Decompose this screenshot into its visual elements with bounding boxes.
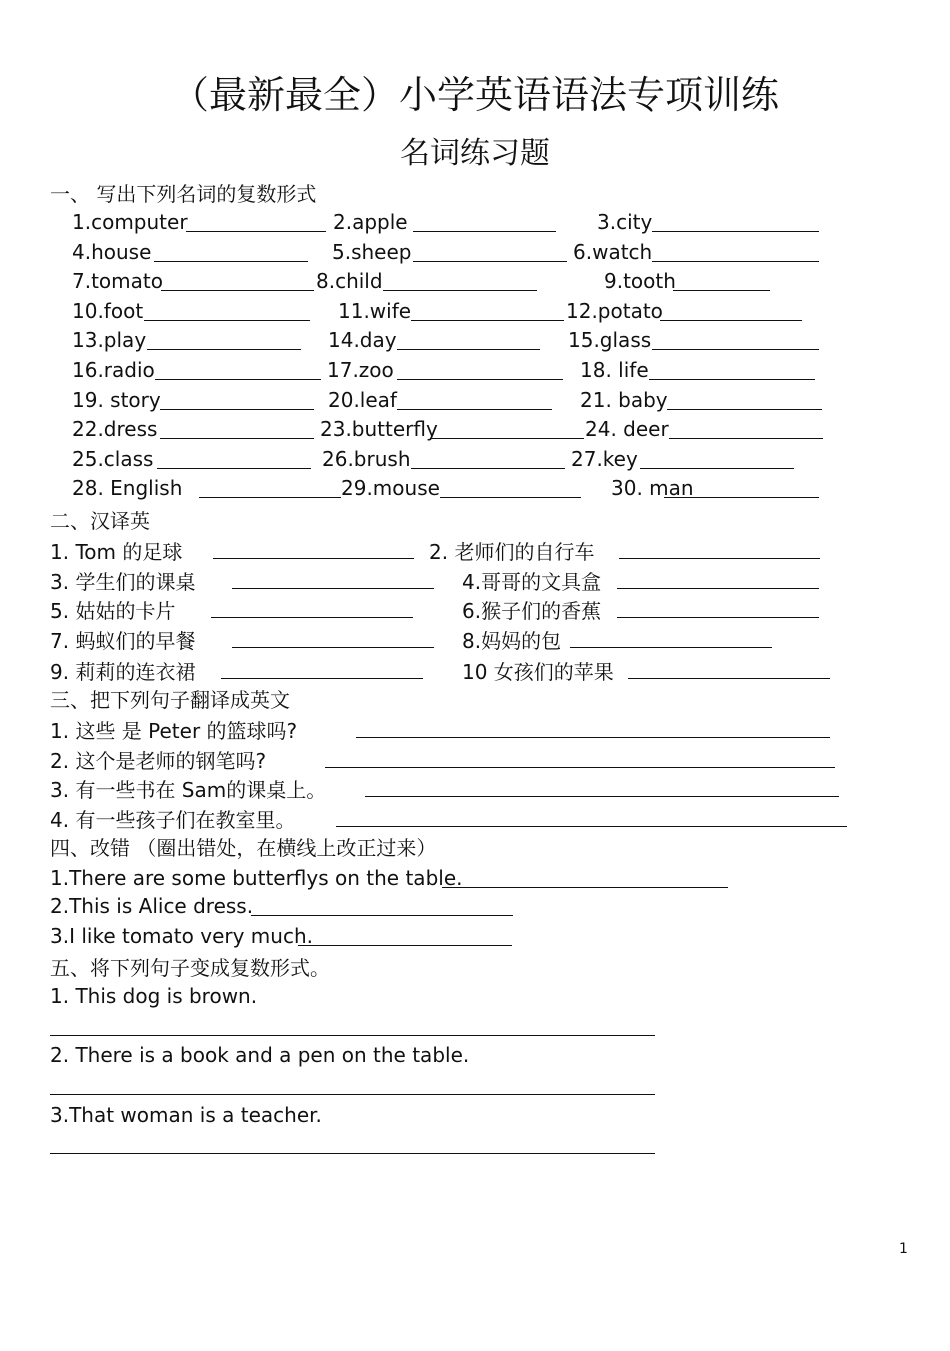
plural-item-label: 27.key: [571, 446, 638, 471]
plural-answer-blank[interactable]: [411, 320, 564, 321]
plural-answer-blank[interactable]: [199, 497, 341, 498]
section-3-heading: 三、把下列句子翻译成英文: [50, 688, 290, 712]
plural-item-label: 14.day: [328, 328, 397, 353]
plural-item-label: 22.dress: [72, 417, 158, 442]
plural-item-label: 30. man: [611, 476, 694, 501]
plural-item-label: 29.mouse: [341, 476, 440, 501]
plural-item-label: 21. baby: [580, 387, 668, 412]
translate-answer-blank[interactable]: [232, 647, 434, 648]
translate-item-label: 8.妈妈的包: [462, 629, 562, 653]
correction-answer-blank[interactable]: [442, 887, 728, 888]
plural-answer-blank[interactable]: [147, 349, 301, 350]
sentence-translate-label: 2. 这个是老师的钢笔吗?: [50, 749, 267, 773]
plural-item-label: 4.house: [72, 239, 152, 264]
plural-item-label: 11.wife: [338, 298, 412, 323]
plural-answer-blank[interactable]: [144, 320, 310, 321]
plural-item-label: 7.tomato: [72, 269, 163, 294]
translate-item-label: 7. 蚂蚁们的早餐: [50, 629, 196, 653]
plural-answer-blank[interactable]: [440, 497, 581, 498]
page-number: 1: [899, 1241, 908, 1257]
plural-item-label: 25.class: [72, 446, 154, 471]
plural-answer-blank[interactable]: [652, 349, 819, 350]
plural-item-label: 6.watch: [573, 239, 653, 264]
plural-answer-blank[interactable]: [660, 320, 802, 321]
translate-answer-blank[interactable]: [570, 647, 772, 648]
translate-answer-blank[interactable]: [617, 588, 819, 589]
translate-item-label: 10 女孩们的苹果: [462, 660, 614, 684]
plural-answer-blank[interactable]: [652, 231, 819, 232]
translate-answer-blank[interactable]: [211, 617, 413, 618]
plural-item-label: 17.zoo: [327, 358, 394, 382]
translate-answer-blank[interactable]: [619, 558, 820, 559]
plural-sentence-label: 1. This dog is brown.: [50, 984, 258, 1008]
plural-item-label: 23.butterfly: [320, 417, 438, 442]
correction-answer-blank[interactable]: [298, 945, 512, 946]
plural-item-label: 8.child: [316, 269, 383, 294]
plural-item-label: 9.tooth: [604, 269, 676, 294]
sentence-translate-label: 1. 这些 是 Peter 的篮球吗?: [50, 719, 298, 743]
plural-answer-blank[interactable]: [383, 290, 537, 291]
sentence-answer-blank[interactable]: [356, 737, 830, 738]
plural-answer-blank[interactable]: [413, 261, 567, 262]
plural-sentence-label: 2. There is a book and a pen on the table.: [50, 1043, 470, 1067]
plural-answer-blank[interactable]: [397, 379, 563, 380]
translate-answer-blank[interactable]: [617, 617, 819, 618]
plural-answer-blank[interactable]: [161, 290, 314, 291]
plural-sentence-blank[interactable]: [50, 1035, 655, 1036]
translate-item-label: 6.猴子们的香蕉: [462, 599, 602, 623]
translate-answer-blank[interactable]: [213, 558, 414, 559]
plural-answer-blank[interactable]: [652, 261, 819, 262]
plural-item-label: 28. English: [72, 476, 183, 501]
correction-answer-blank[interactable]: [251, 915, 513, 916]
plural-item-label: 5.sheep: [332, 239, 412, 264]
page-title: （最新最全）小学英语语法专项训练: [170, 73, 779, 117]
section-4-heading: 四、改错 （圈出错处，在横线上改正过来）: [50, 836, 437, 860]
translate-item-label: 4.哥哥的文具盒: [462, 570, 602, 594]
sentence-answer-blank[interactable]: [325, 767, 835, 768]
error-correction-sentence: 1.There are some butterflys on the table.: [50, 866, 463, 890]
plural-item-label: 18. life: [580, 358, 649, 382]
plural-item-label: 15.glass: [568, 328, 652, 353]
translate-item-label: 1. Tom 的足球: [50, 540, 183, 564]
plural-answer-blank[interactable]: [157, 468, 311, 469]
plural-item-label: 20.leaf: [328, 387, 397, 412]
plural-answer-blank[interactable]: [160, 438, 314, 439]
plural-sentence-label: 3.That woman is a teacher.: [50, 1103, 322, 1127]
plural-item-label: 16.radio: [72, 358, 155, 382]
plural-item-label: 19. story: [72, 387, 161, 412]
plural-answer-blank[interactable]: [669, 438, 823, 439]
plural-answer-blank[interactable]: [154, 261, 308, 262]
plural-answer-blank[interactable]: [673, 290, 770, 291]
plural-answer-blank[interactable]: [186, 231, 326, 232]
translate-item-label: 5. 姑姑的卡片: [50, 599, 176, 623]
plural-answer-blank[interactable]: [411, 468, 565, 469]
plural-item-label: 24. deer: [585, 417, 669, 442]
translate-item-label: 9. 莉莉的连衣裙: [50, 660, 196, 684]
plural-answer-blank[interactable]: [430, 438, 584, 439]
translate-answer-blank[interactable]: [232, 588, 434, 589]
plural-sentence-blank[interactable]: [50, 1094, 655, 1095]
translate-item-label: 3. 学生们的课桌: [50, 570, 196, 594]
section-2-heading: 二、汉译英: [50, 509, 150, 533]
plural-answer-blank[interactable]: [640, 468, 794, 469]
page-subtitle: 名词练习题: [400, 136, 550, 171]
sentence-answer-blank[interactable]: [336, 826, 847, 827]
section-1-heading: 一、 写出下列名词的复数形式: [50, 182, 317, 206]
plural-item-label: 2.apple: [333, 210, 408, 234]
error-correction-sentence: 3.I like tomato very much.: [50, 924, 313, 948]
translate-item-label: 2. 老师们的自行车: [429, 540, 595, 564]
section-5-heading: 五、将下列句子变成复数形式。: [50, 956, 330, 980]
plural-answer-blank[interactable]: [160, 409, 314, 410]
plural-item-label: 10.foot: [72, 298, 144, 323]
plural-sentence-blank[interactable]: [50, 1153, 655, 1154]
plural-item-label: 12.potato: [566, 298, 663, 323]
plural-item-label: 26.brush: [322, 446, 411, 471]
plural-answer-blank[interactable]: [664, 497, 819, 498]
sentence-translate-label: 4. 有一些孩子们在教室里。: [50, 808, 296, 832]
plural-item-label: 1.computer: [72, 210, 188, 234]
plural-answer-blank[interactable]: [397, 409, 552, 410]
error-correction-sentence: 2.This is Alice dress.: [50, 894, 254, 918]
plural-answer-blank[interactable]: [397, 349, 540, 350]
sentence-answer-blank[interactable]: [365, 796, 839, 797]
sentence-translate-label: 3. 有一些书在 Sam的课桌上。: [50, 778, 327, 802]
plural-answer-blank[interactable]: [649, 379, 815, 380]
translate-answer-blank[interactable]: [221, 678, 423, 679]
plural-answer-blank[interactable]: [667, 409, 822, 410]
translate-answer-blank[interactable]: [628, 678, 830, 679]
plural-answer-blank[interactable]: [413, 231, 556, 232]
plural-item-label: 3.city: [597, 210, 653, 234]
plural-item-label: 13.play: [72, 328, 147, 353]
plural-answer-blank[interactable]: [155, 379, 321, 380]
